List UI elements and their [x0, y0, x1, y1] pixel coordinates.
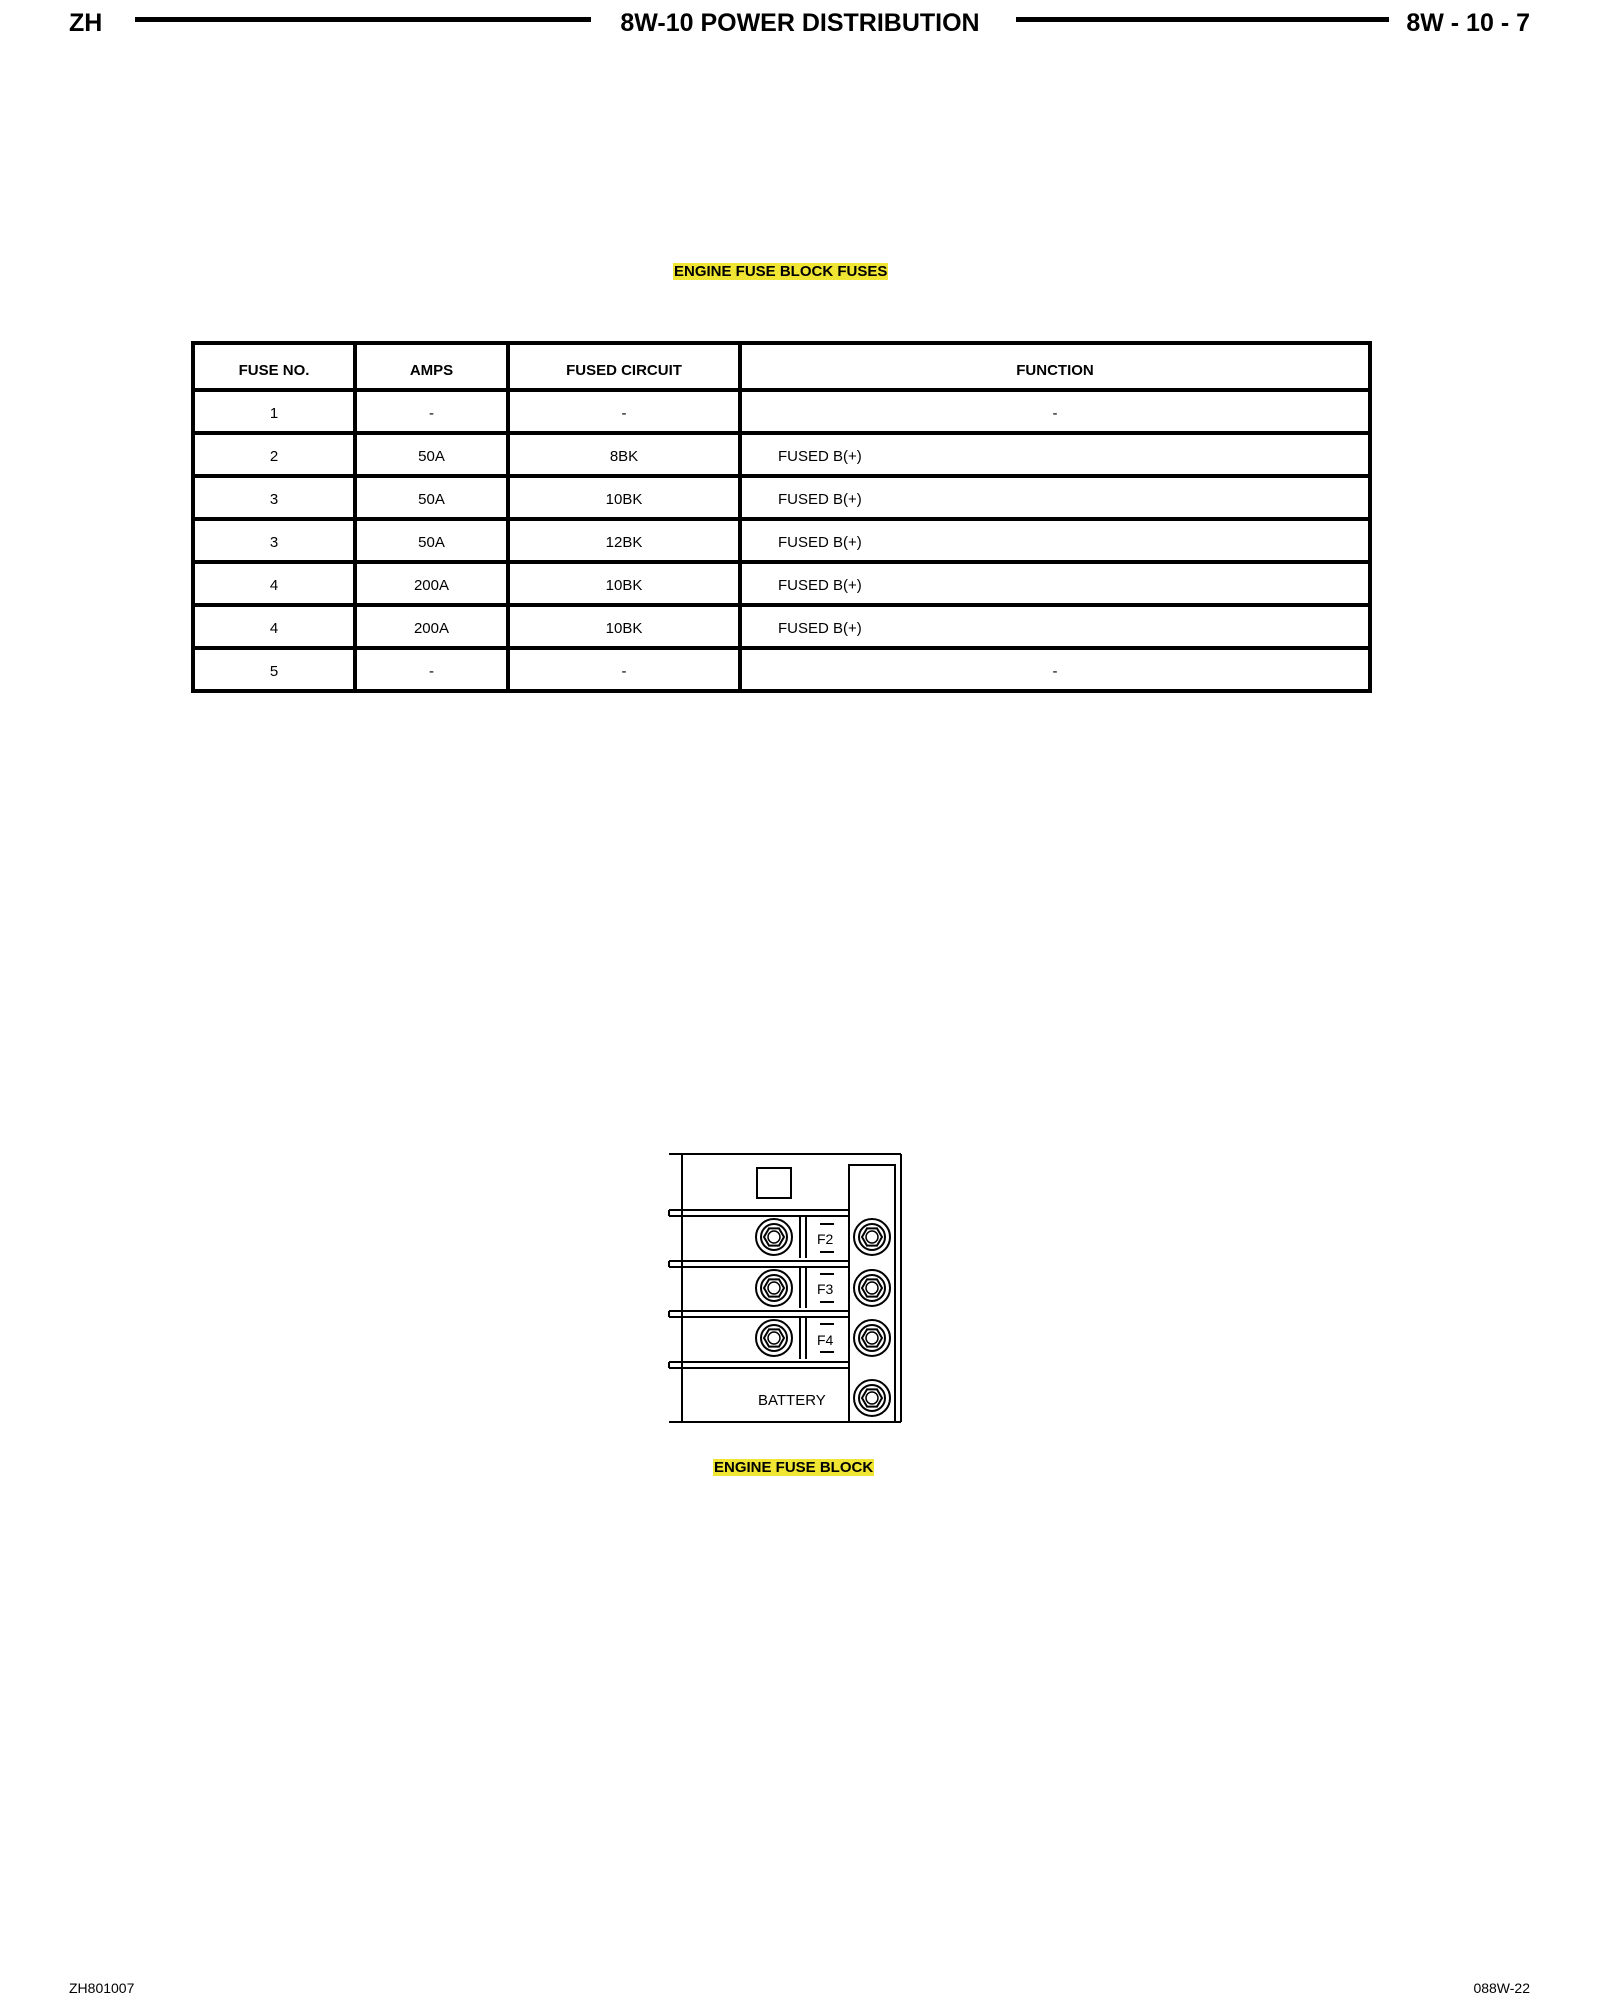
circuit-cell: 12BK — [508, 519, 740, 562]
table-title: ENGINE FUSE BLOCK FUSES — [674, 263, 888, 280]
function-cell: FUSED B(+) — [740, 433, 1370, 476]
fuse-no-cell: 3 — [193, 519, 355, 562]
amps-cell: 200A — [355, 605, 508, 648]
amps-cell: 50A — [355, 519, 508, 562]
page-title: 8W-10 POWER DISTRIBUTION — [620, 9, 980, 37]
fuse-no-cell: 2 — [193, 433, 355, 476]
fuse-label-f4: F4 — [817, 1332, 834, 1348]
column-header-fuse-no: FUSE NO. — [193, 343, 355, 390]
table-row — [193, 648, 1370, 691]
function-cell: FUSED B(+) — [740, 476, 1370, 519]
amps-cell: 50A — [355, 433, 508, 476]
table-row — [193, 476, 1370, 519]
column-header-amps: AMPS — [355, 343, 508, 390]
fuse-no-cell: 3 — [193, 476, 355, 519]
battery-label: BATTERY — [758, 1392, 826, 1409]
fuse-f2-left-nut — [756, 1219, 792, 1255]
amps-cell: - — [355, 648, 508, 691]
table-row — [193, 519, 1370, 562]
circuit-cell: 10BK — [508, 476, 740, 519]
function-cell: - — [740, 648, 1370, 691]
column-header-function: FUNCTION — [740, 343, 1370, 390]
block-tab — [757, 1168, 791, 1198]
diagram-title: ENGINE FUSE BLOCK — [714, 1459, 874, 1476]
circuit-cell: 10BK — [508, 605, 740, 648]
fuse-f3-left-nut — [756, 1270, 792, 1306]
engine-fuse-block-diagram — [660, 1150, 920, 1440]
column-header-fused-circuit: FUSED CIRCUIT — [508, 343, 740, 390]
fuse-f4-right-nut — [854, 1320, 890, 1356]
table-row — [193, 562, 1370, 605]
table-row — [193, 605, 1370, 648]
fuse-label-f2: F2 — [817, 1231, 834, 1247]
fuse-no-cell: 4 — [193, 562, 355, 605]
amps-cell: 50A — [355, 476, 508, 519]
function-cell: FUSED B(+) — [740, 562, 1370, 605]
header-section-code: ZH — [69, 9, 103, 37]
fuse-f2-right-nut — [854, 1219, 890, 1255]
circuit-cell: 8BK — [508, 433, 740, 476]
table-row — [193, 390, 1370, 433]
amps-cell: 200A — [355, 562, 508, 605]
fuse-label-f3: F3 — [817, 1281, 834, 1297]
battery-nut — [854, 1380, 890, 1416]
fuse-no-cell: 5 — [193, 648, 355, 691]
circuit-cell: - — [508, 390, 740, 433]
footer-code-right: 088W-22 — [1473, 1980, 1530, 1996]
function-cell: FUSED B(+) — [740, 519, 1370, 562]
circuit-cell: - — [508, 648, 740, 691]
header-rule-right — [1016, 17, 1389, 22]
circuit-cell: 10BK — [508, 562, 740, 605]
fuse-no-cell: 1 — [193, 390, 355, 433]
table-row — [193, 433, 1370, 476]
fuse-f3-right-nut — [854, 1270, 890, 1306]
function-cell: FUSED B(+) — [740, 605, 1370, 648]
fuse-f4-left-nut — [756, 1320, 792, 1356]
table-header-row — [193, 343, 1370, 390]
function-cell: - — [740, 390, 1370, 433]
footer-code-left: ZH801007 — [69, 1980, 135, 1996]
page-number: 8W - 10 - 7 — [1406, 9, 1530, 37]
fuse-no-cell: 4 — [193, 605, 355, 648]
amps-cell: - — [355, 390, 508, 433]
fuse-table — [191, 341, 1372, 693]
